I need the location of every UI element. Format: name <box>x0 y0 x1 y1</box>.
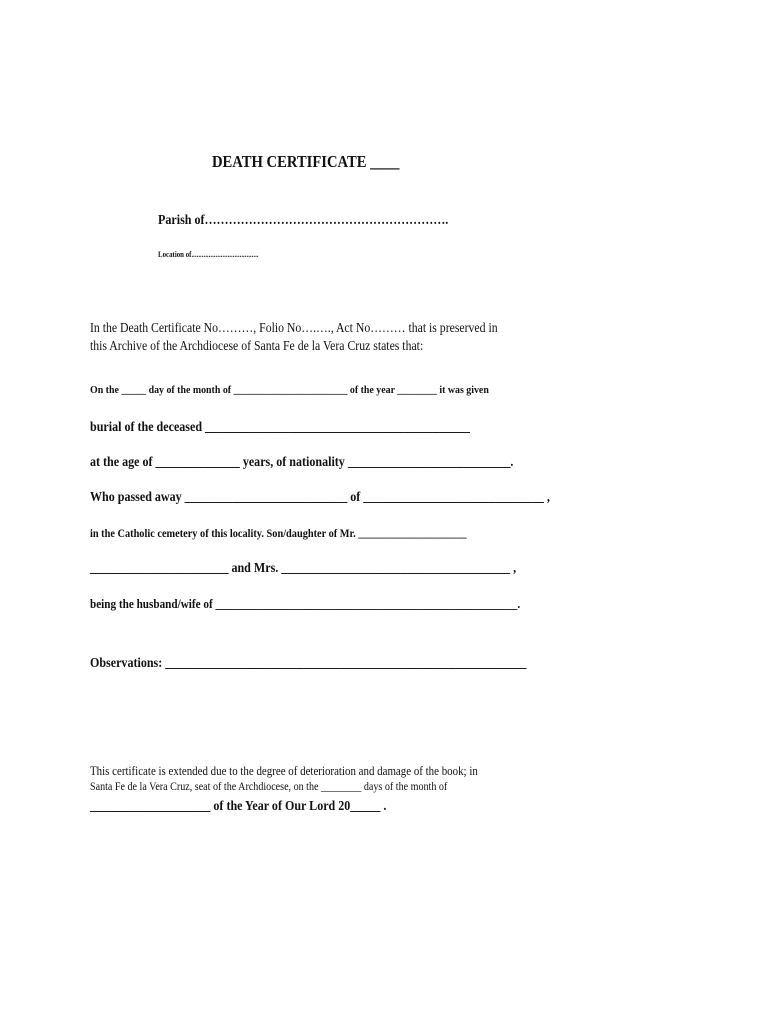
intro-line-2: this Archive of the Archdiocese of Santa Fe de la Vera Cruz states that: <box>90 339 424 354</box>
deceased-name-field: burial of the deceased ____________________________________________ <box>90 420 470 435</box>
passed-away-field: Who passed away ___________________________ of ______________________________ , <box>90 490 550 505</box>
parish-field: Parish of……………………………………………………. <box>158 213 449 228</box>
closing-line-2: Santa Fe de la Vera Cruz, seat of the Archdiocese, on the ________ days of the month of <box>90 779 448 793</box>
observations-field: Observations: ____________________________________________________________ <box>90 656 527 671</box>
certificate-title: DEATH CERTIFICATE ____ <box>212 152 400 171</box>
age-nationality-field: at the age of ______________ years, of nationality ___________________________. <box>90 455 514 470</box>
spouse-field: being the husband/wife of ______________________________________________________. <box>90 596 521 611</box>
location-field: Location of....................................... <box>158 250 259 259</box>
cemetery-father-field: in the Catholic cemetery of this locality. Son/daughter of Mr. _____________________ <box>90 526 467 540</box>
intro-line-1: In the Death Certificate No………, Folio No….…., Act No……… that is preserved in <box>90 321 498 336</box>
closing-line-3: ____________________ of the Year of Our Lord 20_____ . <box>90 799 387 814</box>
burial-date-field: On the _____ day of the month of _______________________ of the year ________ it was given <box>90 384 489 396</box>
mother-field: _______________________ and Mrs. ______________________________________ , <box>90 561 517 576</box>
closing-line-1: This certificate is extended due to the degree of deterioration and damage of the book; in <box>90 763 478 778</box>
